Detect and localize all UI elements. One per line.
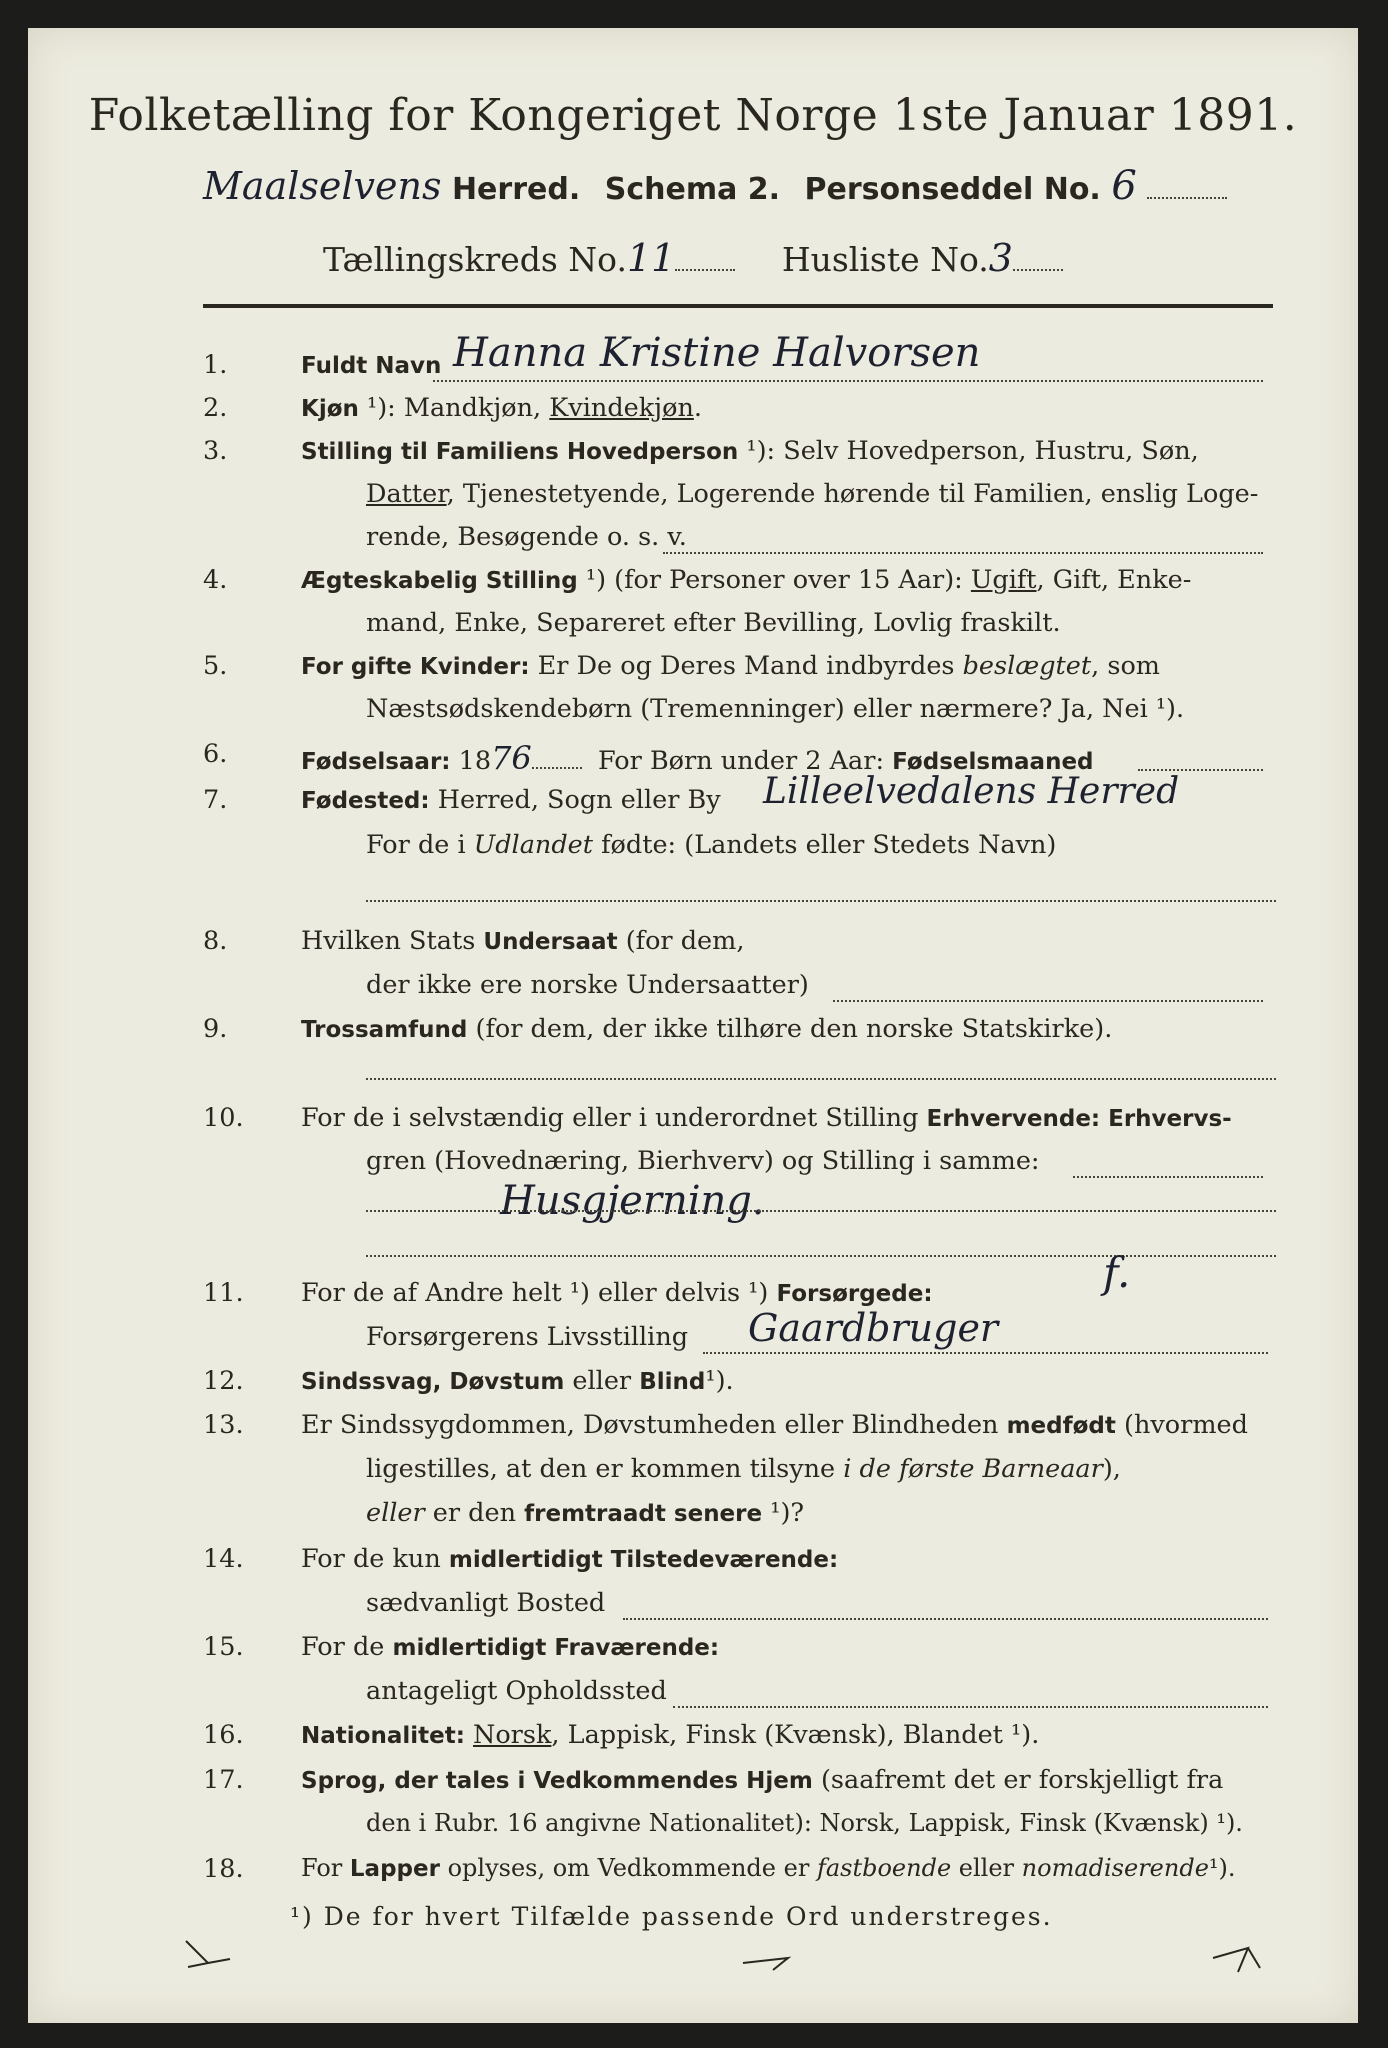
item-text: ¹)? [770,1498,805,1528]
italic-text: nomadiserende [1021,1854,1209,1882]
item-text: For de i selvstændig eller i underordnet Stilling [301,1103,919,1133]
item-text: ¹): Selv Hovedperson, Hustru, Søn, [746,436,1199,466]
item-number: 10. [203,1103,244,1133]
item-text: (hvormed [1124,1410,1248,1440]
item-label: Sprog, der tales i Vedkommendes Hjem [301,1768,813,1794]
dotted-line [1073,1174,1263,1178]
italic-text: beslægtet [962,651,1092,681]
item-number: 3. [203,436,228,466]
item-text: Forsørgerens Livsstilling [366,1322,689,1352]
item-text: . [693,393,702,423]
handwritten-mark: f. [1103,1248,1131,1297]
taellingskreds-number: 11 [626,236,676,280]
item-number: 9. [203,1014,228,1044]
item-number: 15. [203,1632,244,1662]
dotted-line [703,1350,1268,1354]
item-number: 4. [203,565,228,595]
supporter-occupation-value: Gaardbruger [748,1306,999,1350]
item-number: 1. [203,350,228,380]
dotted-line [366,898,1276,902]
dotted-line [366,1253,1276,1257]
item-label: Kjøn [301,396,359,422]
italic-text: i de første Barneaar [843,1454,1103,1484]
pen-mark [738,1948,798,1978]
schema-label: Schema 2. [604,172,781,207]
taellingskreds-label: Tællingskreds No. [323,240,627,279]
item-text: Hvilken Stats [301,926,476,956]
item-text: Herred, Sogn eller By [437,785,721,815]
item-label: Stilling til Familiens Hovedperson [301,439,739,465]
herred-handwritten: Maalselvens [203,164,442,208]
item-text: ligestilles, at den er kommen tilsyne [366,1454,836,1484]
item-text: (saafremt det er forskjelligt fra [820,1765,1224,1795]
item-label-2: Blind [639,1369,706,1395]
item-text: antageligt Opholdssted [366,1676,667,1706]
item-number: 6. [203,739,228,769]
item-text: eller [572,1366,632,1396]
item-number: 14. [203,1544,244,1574]
item-text: ¹) (for Personer over 15 Aar): [585,565,963,595]
item-text: ¹). [1208,1854,1236,1882]
item-text: ), [1102,1454,1121,1484]
taellingskreds-dots [675,269,735,271]
herred-label: Herred. [451,172,581,207]
personseddel-label: Personseddel No. [804,172,1101,207]
birth-year-value: 76 [491,739,532,777]
item-text: For de i [366,830,466,860]
item-text: eller [958,1854,1015,1882]
item-text: ¹). [705,1366,734,1396]
dotted-line [673,1704,1268,1708]
item-label: Lapper [349,1856,440,1882]
pen-mark [1208,1938,1268,1978]
item-number: 16. [203,1720,244,1750]
item-number: 8. [203,926,228,956]
herred-line [203,163,1273,209]
footnote-ref: ¹) [367,393,388,423]
item-label: midlertidigt Fraværende: [392,1635,720,1661]
underlined-option: Ugift [970,565,1037,595]
item-label: For gifte Kvinder: [301,654,530,680]
dotted-line [833,998,1263,1002]
item-text: oplyses, om Vedkommende er [447,1854,810,1882]
dotted-line [433,378,1263,382]
item-number: 5. [203,651,228,681]
item-label-2: fremtraadt senere [524,1501,763,1527]
italic-text: eller [366,1498,425,1528]
husliste-dots [1013,269,1063,271]
form-title: Folketælling for Kongeriget Norge 1ste Januar 1891. [88,90,1298,141]
item-text: rende, Besøgende o. s. v. [366,522,687,552]
item-text: , Gift, Enke- [1036,565,1192,595]
item-text: sædvanligt Bosted [366,1588,606,1618]
item-text: For de [301,1632,385,1662]
item-number: 7. [203,785,228,815]
item-label: midlertidigt Tilstedeværende: [448,1547,839,1573]
item-number: 18. [203,1854,244,1884]
item-text: fødte: (Landets eller Stedets Navn) [601,830,1057,860]
underlined-option: Datter [366,479,447,509]
census-form [28,28,1358,2023]
item-number: 2. [203,393,228,423]
item-number: 13. [203,1410,244,1440]
item-label: Fuldt Navn [301,353,442,379]
item-text: Næstsødskendebørn (Tremenninger) eller nærmere? Ja, Nei ¹). [366,694,1185,724]
item-text: (for dem, der ikke tilhøre den norske Statskirke). [475,1014,1113,1044]
underlined-option: Kvindekjøn [549,393,694,423]
underlined-option: Norsk [473,1720,552,1750]
item-text: , Tjenestetyende, Logerende hørende til Familien, enslig Loge- [446,479,1259,509]
item-label: Fødested: [301,788,430,814]
item-text: For de af Andre helt ¹) eller delvis ¹) [301,1278,769,1308]
occupation-value: Husgjerning. [500,1178,765,1224]
personseddel-number: 6 [1111,163,1137,209]
item-label: Forsørgede: [776,1281,933,1307]
item-text: For de kun [301,1544,441,1574]
item-text: gren (Hovednæring, Bierhverv) og Stilling i samme: [366,1146,1040,1176]
dotted-line [366,1076,1276,1080]
dotted-line [366,1208,1276,1212]
dotted-line [532,767,582,769]
italic-text: fastboende [816,1854,952,1882]
item-number: 11. [203,1278,244,1308]
item-text: den i Rubr. 16 angivne Nationalitet): Norsk, Lappisk, Finsk (Kvænsk) ¹). [366,1809,1243,1837]
item-text: (for dem, [625,926,745,956]
dotted-line [663,550,1263,554]
full-name-value: Hanna Kristine Halvorsen [453,330,981,376]
item-label: medfødt [1006,1413,1116,1439]
taellingskreds-line [28,236,1358,280]
item-text: : Mandkjøn, [387,393,542,423]
husliste-number: 3 [988,236,1013,280]
item-text: er den [432,1498,517,1528]
item-label: Sindssvag, Døvstum [301,1369,565,1395]
item-text: For Børn under 2 Aar: [598,746,885,776]
header-rule [203,304,1273,308]
italic-text: Udlandet [473,830,593,860]
item-label: Nationalitet: [301,1723,465,1749]
item-text: Er De og Deres Mand indbyrdes [537,651,955,681]
item-label-2: Fødselsmaaned [892,749,1094,775]
husliste-label: Husliste No. [781,240,989,279]
item-label: Erhvervende: Erhvervs- [926,1106,1232,1132]
item-text: der ikke ere norske Undersaatter) [366,970,809,1000]
item-label: Ægteskabelig Stilling [301,568,578,594]
item-label: Fødselsaar: [301,749,451,775]
personseddel-dots [1147,197,1227,199]
year-prefix: 18 [458,746,492,776]
pen-mark [178,1933,238,1973]
dotted-line [623,1616,1268,1620]
item-label: Undersaat [483,929,618,955]
item-number: 12. [203,1366,244,1396]
item-text: , som [1091,651,1160,681]
item-number: 17. [203,1765,244,1795]
item-text: mand, Enke, Separeret efter Bevilling, Lovlig fraskilt. [366,608,1061,638]
item-text: For [301,1854,343,1882]
item-text: , Lappisk, Finsk (Kvænsk), Blandet ¹). [551,1720,1040,1750]
item-text: Er Sindssygdommen, Døvstumheden eller Blindheden [301,1410,999,1440]
birthplace-value: Lilleelvedalens Herred [763,771,1180,812]
item-label: Trossamfund [301,1017,468,1043]
footnote: ¹) De for hvert Tilfælde passende Ord understreges. [290,1902,1053,1931]
